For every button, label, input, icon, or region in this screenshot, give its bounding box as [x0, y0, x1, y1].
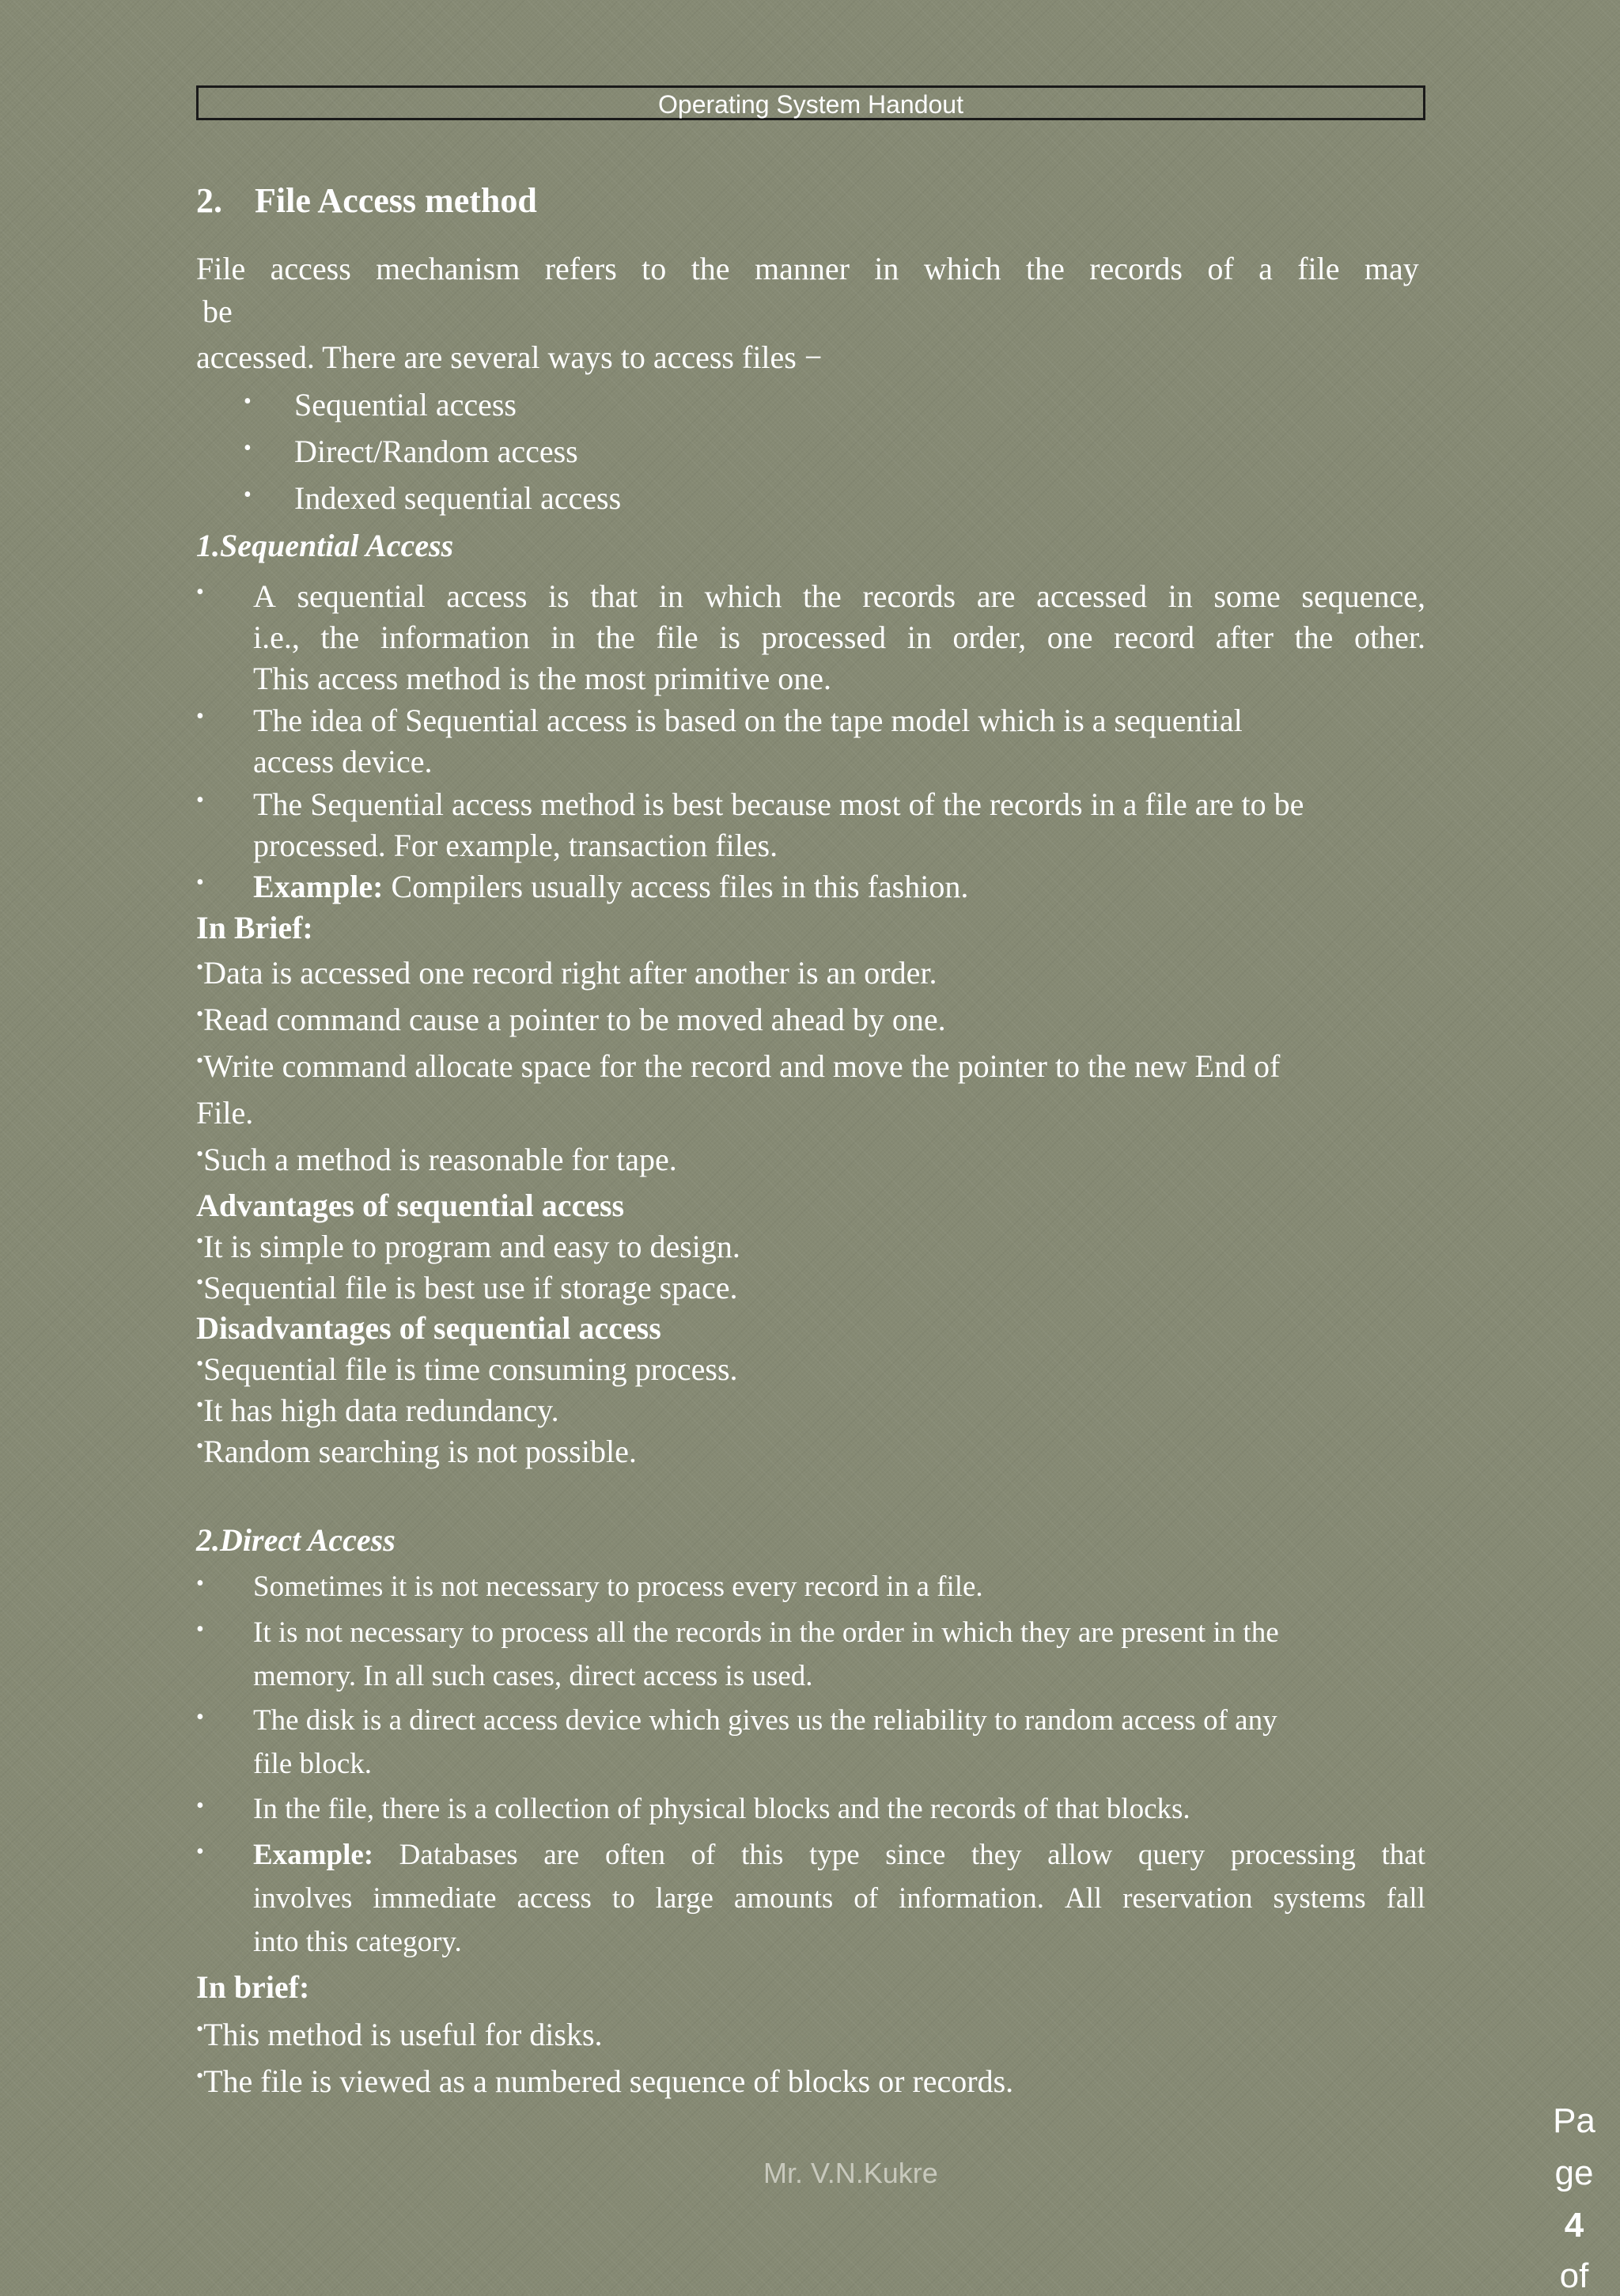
page-number-part: of — [1559, 2256, 1589, 2295]
list-item-text: Data is accessed one record right after another is an order. — [203, 955, 937, 991]
header-title: Operating System Handout — [196, 85, 1425, 120]
word: manner — [754, 251, 850, 286]
adv-item — [196, 1228, 740, 1265]
word: they — [971, 1839, 1022, 1871]
seq-bullet-1-line-2 — [253, 619, 1425, 656]
direct-brief-item — [196, 2063, 1013, 2100]
word: file — [656, 619, 698, 655]
word: that — [1381, 1839, 1425, 1871]
word: record — [1114, 619, 1195, 655]
word: may — [1364, 251, 1419, 286]
list-bullet: • — [196, 1229, 204, 1252]
footer-author: Mr. V.N.Kukre — [763, 2157, 938, 2189]
page-number-part: Pa — [1553, 2101, 1595, 2140]
list-bullet: • — [196, 870, 204, 895]
page-number-part: 4 — [1564, 2206, 1584, 2245]
section-number: 2. — [196, 181, 222, 220]
word: file — [1297, 251, 1340, 286]
list-bullet: • — [196, 1571, 204, 1596]
word: the — [1025, 251, 1065, 286]
word: that — [590, 578, 638, 614]
list-item-text: Random searching is not possible. — [203, 1434, 637, 1469]
word: access — [517, 1882, 592, 1915]
disadv-item — [196, 1392, 559, 1429]
list-item-text: It has high data redundancy. — [203, 1392, 559, 1428]
word: of — [854, 1882, 879, 1915]
list-item-text: This method is useful for disks. — [203, 2017, 603, 2052]
direct-bullet-3-line-2: file block. — [253, 1748, 373, 1780]
word: some — [1213, 578, 1281, 614]
direct-bullet-5-line-3: into this category. — [253, 1926, 462, 1958]
word: to — [611, 1882, 635, 1915]
word: accessed — [1036, 578, 1148, 614]
list-item: Sequential access — [294, 387, 517, 422]
list-item: Direct/Random access — [294, 434, 578, 469]
list-item-text: Read command cause a pointer to be moved ahead by one. — [203, 1002, 946, 1037]
direct-bullet-4: In the file, there is a collection of physical blocks and the records of that blocks. — [253, 1793, 1190, 1825]
list-bullet: • — [196, 956, 204, 979]
direct-brief-item — [196, 2016, 603, 2053]
list-bullet: • — [196, 1002, 204, 1025]
word: in — [874, 251, 899, 286]
direct-bullet-5-line-1 — [253, 1838, 1425, 1872]
word: the — [596, 619, 635, 655]
seq-brief-item — [196, 1141, 677, 1178]
list-bullet: • — [196, 1794, 204, 1818]
word: involves — [253, 1882, 353, 1915]
intro-line-2: be — [202, 294, 233, 329]
word: systems — [1273, 1882, 1366, 1915]
word: A — [253, 578, 276, 614]
word: records — [1089, 251, 1183, 286]
word: one — [1047, 619, 1093, 655]
word: are — [976, 578, 1016, 614]
list-item-text: The file is viewed as a numbered sequence of blocks or records. — [203, 2063, 1014, 2099]
word: query — [1137, 1839, 1206, 1871]
list-bullet: • — [244, 389, 252, 414]
word: are — [543, 1839, 580, 1871]
adv-item — [196, 1269, 737, 1306]
seq-bullet-3-line-1: The Sequential access method is best because most of the records in a file are to be — [253, 786, 1304, 822]
word: is — [719, 619, 740, 655]
word: records — [862, 578, 956, 614]
list-bullet: • — [196, 1705, 204, 1730]
direct-bullet-2-line-1: It is not necessary to process all the records in the order in which they are present in the — [253, 1616, 1279, 1649]
disadv-heading: Disadvantages of sequential access — [196, 1310, 661, 1346]
section-title: File Access method — [255, 181, 537, 220]
list-bullet: • — [196, 1271, 204, 1294]
list-bullet: • — [196, 1434, 204, 1457]
word: this — [740, 1839, 784, 1871]
list-bullet: • — [196, 2018, 204, 2040]
word: All — [1064, 1882, 1103, 1915]
direct-heading: 2.Direct Access — [196, 1522, 396, 1558]
word: to — [642, 251, 667, 286]
word: information. — [899, 1882, 1044, 1915]
seq-bullet-4 — [253, 868, 968, 905]
word: access — [270, 251, 351, 286]
list-item-text: Sequential file is time consuming process. — [203, 1351, 738, 1387]
page-number-part: ge — [1554, 2154, 1594, 2192]
word: in — [658, 578, 683, 614]
direct-bullet-1: Sometimes it is not necessary to process every record in a file. — [253, 1570, 983, 1603]
list-item-text: It is simple to program and easy to design. — [203, 1229, 740, 1264]
list-bullet: • — [196, 1617, 204, 1642]
seq-bullet-1-line-3: This access method is the most primitive one. — [253, 661, 831, 696]
word: Databases — [399, 1839, 518, 1871]
word: in — [1168, 578, 1193, 614]
list-item: Indexed sequential access — [294, 480, 622, 516]
list-bullet: • — [196, 1142, 204, 1165]
direct-bullet-3-line-1: The disk is a direct access device which gives us the reliability to random access of any — [253, 1704, 1277, 1737]
list-bullet: • — [196, 1393, 204, 1416]
disadv-item — [196, 1433, 637, 1470]
seq-brief-item — [196, 954, 937, 991]
word: allow — [1047, 1839, 1113, 1871]
example-label: Example: — [253, 869, 384, 904]
word: processed — [761, 619, 887, 655]
intro-line-3: accessed. There are several ways to access files − — [196, 339, 823, 375]
list-bullet: • — [196, 2064, 204, 2087]
word: the — [1294, 619, 1334, 655]
list-bullet: • — [196, 580, 204, 604]
seq-bullet-2-line-1: The idea of Sequential access is based on the tape model which is a sequential — [253, 703, 1243, 738]
example-text: Compilers usually access files in this fashion. — [383, 869, 969, 904]
seq-brief-wrap: File. — [196, 1095, 254, 1131]
word: the — [691, 251, 730, 286]
sequential-heading: 1.Sequential Access — [196, 528, 454, 563]
word: which — [704, 578, 782, 614]
seq-bullet-1-line-1 — [253, 578, 1425, 615]
list-item-text: Such a method is reasonable for tape. — [203, 1142, 677, 1177]
intro-line-1 — [196, 250, 1419, 287]
word: immediate — [373, 1882, 497, 1915]
direct-bullet-2-line-2: memory. In all such cases, direct access is used. — [253, 1660, 813, 1692]
word: in — [907, 619, 932, 655]
word: mechanism — [376, 251, 520, 286]
word: since — [885, 1839, 946, 1871]
word: i.e., — [253, 619, 300, 655]
word: processing — [1230, 1839, 1356, 1871]
list-bullet: • — [196, 1352, 204, 1375]
word: which — [923, 251, 1001, 286]
word: often — [604, 1839, 665, 1871]
list-bullet: • — [196, 1049, 204, 1072]
list-item-text: Sequential file is best use if storage space. — [203, 1270, 738, 1305]
adv-heading: Advantages of sequential access — [196, 1188, 625, 1223]
word: reservation — [1122, 1882, 1253, 1915]
seq-brief-item — [196, 1001, 946, 1038]
direct-bullet-5-line-2 — [253, 1881, 1425, 1915]
seq-brief-heading: In Brief: — [196, 910, 313, 945]
word: amounts — [733, 1882, 834, 1915]
word: access — [446, 578, 528, 614]
word: a — [1259, 251, 1273, 286]
word: the — [802, 578, 842, 614]
seq-brief-item — [196, 1048, 1280, 1085]
list-bullet: • — [244, 483, 252, 507]
list-item-text: Write command allocate space for the record and move the pointer to the new End of — [203, 1048, 1281, 1084]
word: of — [691, 1839, 716, 1871]
word: sequence, — [1301, 578, 1425, 614]
seq-bullet-2-line-2: access device. — [253, 744, 433, 779]
word: large — [655, 1882, 713, 1915]
list-bullet: • — [196, 788, 204, 813]
disadv-item — [196, 1351, 738, 1388]
word: is — [548, 578, 570, 614]
word: File — [196, 251, 246, 286]
list-bullet: • — [196, 704, 204, 729]
direct-brief-heading: In brief: — [196, 1969, 310, 2005]
seq-bullet-3-line-2: processed. For example, transaction files. — [253, 828, 778, 863]
word: information — [380, 619, 530, 655]
word: fall — [1386, 1882, 1425, 1915]
section-heading — [196, 180, 537, 221]
word: sequential — [297, 578, 426, 614]
word: type — [808, 1839, 860, 1871]
word: other. — [1353, 619, 1425, 655]
list-bullet: • — [244, 436, 252, 460]
list-bullet: • — [196, 1839, 204, 1864]
word: order, — [952, 619, 1027, 655]
word: Example: — [253, 1839, 374, 1871]
word: after — [1215, 619, 1274, 655]
word: the — [320, 619, 360, 655]
word: in — [551, 619, 576, 655]
word: refers — [544, 251, 617, 286]
word: of — [1207, 251, 1234, 286]
